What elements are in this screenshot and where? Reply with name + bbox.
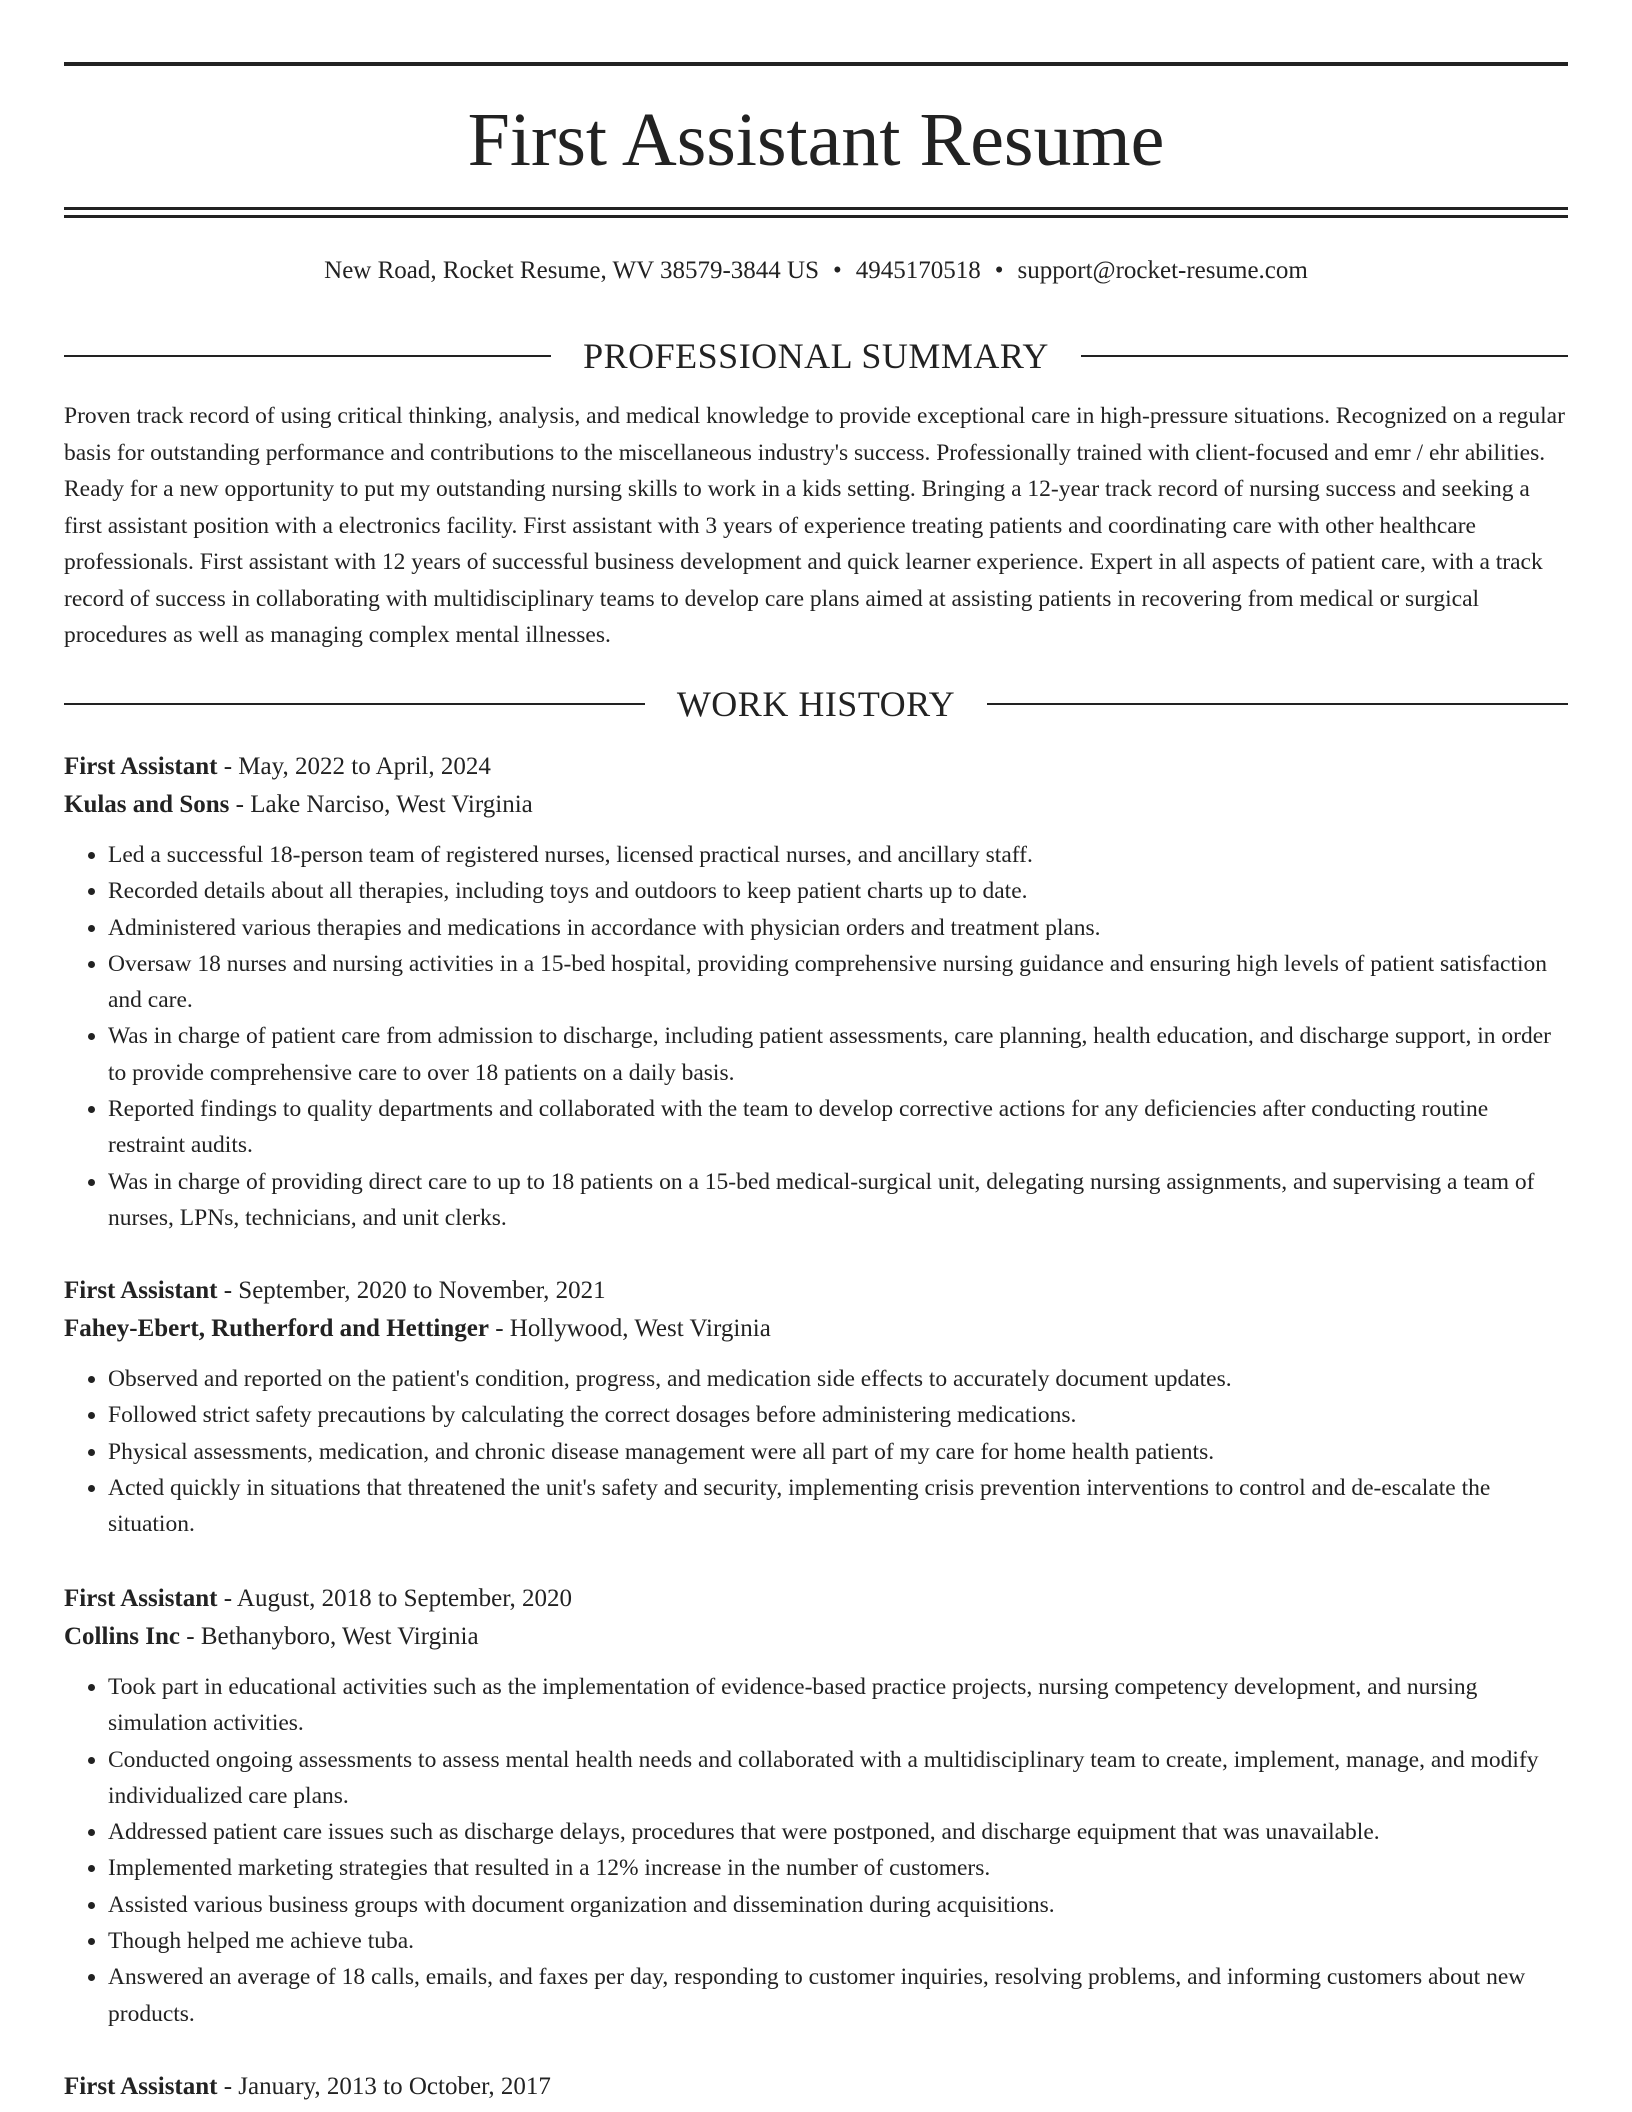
contact-email: support@rocket-resume.com <box>1017 257 1308 284</box>
job-dates: - August, 2018 to September, 2020 <box>217 1585 573 1612</box>
job-company-line <box>64 1618 1568 1656</box>
summary-heading-label: PROFESSIONAL SUMMARY <box>583 336 1049 376</box>
job-company-line <box>64 786 1568 824</box>
job-bullet: • Reported findings to quality departments and collaborated with the team to develop corrective actions for any deficiencies after conducting routine restraint audits. <box>108 1091 1568 1164</box>
job-bullet: • Took part in educational activities such as the implementation of evidence-based practice projects, nursing competency development, and nursing simulation activities. <box>108 1669 1568 1742</box>
title-rule-upper <box>64 207 1568 210</box>
job-bullet: • Oversaw 18 nurses and nursing activities in a 15-bed hospital, providing comprehensive nursing guidance and ensuring high levels of patient satisfaction and care. <box>108 946 1568 1019</box>
job-bullet: • Followed strict safety precautions by calculating the correct dosages before administering medications. <box>108 1397 1568 1433</box>
job-company: Fahey-Ebert, Rutherford and Hettinger <box>64 1315 489 1342</box>
job-bullet: • Though helped me achieve tuba. <box>108 1923 1568 1959</box>
heading-rule-right <box>987 703 1568 705</box>
job-title-line <box>64 1272 1568 1310</box>
job-title-line <box>64 1580 1568 1618</box>
work-heading-label: WORK HISTORY <box>676 684 956 724</box>
job-company: Collins Inc <box>64 1623 181 1650</box>
contact-address: New Road, Rocket Resume, WV 38579-3844 US <box>324 257 820 284</box>
job-entry <box>64 1272 1568 1542</box>
job-dates: - May, 2022 to April, 2024 <box>217 753 491 780</box>
title-rule-lower <box>64 215 1568 218</box>
summary-section-heading <box>64 334 1568 378</box>
top-rule <box>64 62 1568 66</box>
job-bullet: • Acted quickly in situations that threatened the unit's safety and security, implementing crisis prevention interventions to control and de-escalate the situation. <box>108 1470 1568 1543</box>
job-entry <box>64 2068 1568 2106</box>
job-bullet: • Implemented marketing strategies that resulted in a 12% increase in the number of customers. <box>108 1850 1568 1886</box>
job-bullet: • Physical assessments, medication, and chronic disease management were all part of my care for home health patients. <box>108 1434 1568 1470</box>
job-bullets <box>64 1669 1568 2032</box>
job-bullet: • Led a successful 18-person team of registered nurses, licensed practical nurses, and ancillary staff. <box>108 837 1568 873</box>
job-bullet: • Answered an average of 18 calls, emails, and faxes per day, responding to customer inquiries, resolving problems, and informing customers about new products. <box>108 1959 1568 2032</box>
job-bullet: • Assisted various business groups with document organization and dissemination during acquisitions. <box>108 1887 1568 1923</box>
job-title: First Assistant <box>64 1277 218 1304</box>
heading-rule-left <box>64 355 551 357</box>
job-dates: - September, 2020 to November, 2021 <box>217 1277 606 1304</box>
contact-phone: 4945170518 <box>855 257 981 284</box>
heading-rule-left <box>64 703 645 705</box>
job-title: First Assistant <box>64 2073 218 2100</box>
job-bullet: • Conducted ongoing assessments to assess mental health needs and collaborated with a multidisciplinary team to create, implement, manage, and modify individualized care plans. <box>108 1742 1568 1815</box>
job-bullets <box>64 1361 1568 1542</box>
job-bullet: • Administered various therapies and medications in accordance with physician orders and treatment plans. <box>108 910 1568 946</box>
contact-separator: • <box>833 257 842 284</box>
job-bullet: • Addressed patient care issues such as discharge delays, procedures that were postponed, and discharge equipment that was unavailable. <box>108 1814 1568 1850</box>
professional-summary-text: Proven track record of using critical thinking, analysis, and medical knowledge to provide exceptional care in high-pressure situations. Recognized on a regular basis for outstanding performance and contributions to the miscellaneous industry's success. Professionally trained with client-focused and emr / ehr abilities. Ready for a new opportunity to put my outstanding nursing skills to work in a kids setting. Bringing a 12-year track record of nursing success and seeking a first assistant position with a electronics facility. First assistant with 3 years of experience treating patients and coordinating care with other healthcare professionals. First assistant with 12 years of successful business development and quick learner experience. Expert in all aspects of patient care, with a track record of success in collaborating with multidisciplinary teams to develop care plans aimed at assisting patients in recovering from medical or surgical procedures as well as managing complex mental illnesses. <box>64 403 1565 648</box>
page-title: First Assistant Resume <box>467 98 1165 182</box>
contact-line <box>64 254 1568 288</box>
job-dates: - January, 2013 to October, 2017 <box>217 2073 551 2100</box>
job-title: First Assistant <box>64 1585 218 1612</box>
job-bullets <box>64 837 1568 1236</box>
work-section-heading <box>64 682 1568 726</box>
job-title-line <box>64 2068 1568 2106</box>
job-title: First Assistant <box>64 753 218 780</box>
contact-separator: • <box>994 257 1004 284</box>
job-company: Kulas and Sons <box>64 791 230 818</box>
job-company-line <box>64 1310 1568 1348</box>
heading-rule-right <box>1081 355 1568 357</box>
job-location: - Bethanyboro, West Virginia <box>180 1623 479 1650</box>
job-bullet: • Observed and reported on the patient's condition, progress, and medication side effects to accurately document updates. <box>108 1361 1568 1397</box>
job-bullet: • Was in charge of providing direct care to up to 18 patients on a 15-bed medical-surgical unit, delegating nursing assignments, and supervising a team of nurses, LPNs, technicians, and unit clerks. <box>108 1164 1568 1237</box>
job-location: - Hollywood, West Virginia <box>488 1315 771 1342</box>
job-bullet: • Recorded details about all therapies, including toys and outdoors to keep patient charts up to date. <box>108 873 1568 909</box>
job-location: - Lake Narciso, West Virginia <box>229 791 533 818</box>
job-bullet: • Was in charge of patient care from admission to discharge, including patient assessments, care planning, health education, and discharge support, in order to provide comprehensive care to over 18 patients on a daily basis. <box>108 1018 1568 1091</box>
job-entry <box>64 748 1568 1236</box>
job-title-line <box>64 748 1568 786</box>
job-entry <box>64 1580 1568 2032</box>
